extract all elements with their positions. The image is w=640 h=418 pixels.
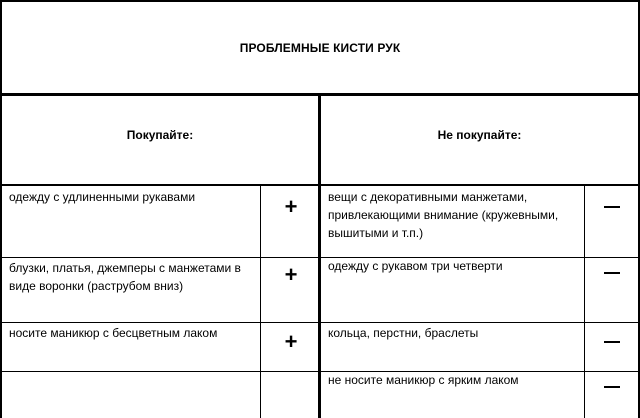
row-2-dont-buy-text: одежду с рукавом три четверти: [328, 259, 503, 273]
buy-column-header: Покупайте:: [126, 128, 194, 142]
row-4-dont-buy-text: не носите маникюр с ярким лаком: [328, 373, 519, 387]
table-title-cell: [0, 0, 640, 95]
row-3-plus-mark: +: [284, 329, 298, 354]
row-3-dont-buy-text: кольца, перстни, браслеты: [328, 326, 479, 340]
dont-buy-column-header: Не покупайте:: [437, 128, 522, 142]
buy-mark-column-divider: [260, 186, 261, 418]
row-1-plus-mark: +: [284, 194, 298, 219]
row-1-dont-buy-text: вещи с декоративными манжетами, привлекающими внимание (кружевными, вышитыми и т.п.): [328, 190, 559, 240]
row-3-buy-text: носите маникюр с бесцветным лаком: [9, 326, 218, 340]
table-title: ПРОБЛЕМНЫЕ КИСТИ РУК: [239, 40, 401, 55]
row-1-buy-text: одежду с удлиненными рукавами: [9, 190, 196, 204]
row-2-minus-mark: [604, 272, 620, 274]
row-1-minus-mark: [604, 206, 620, 208]
dont-buy-mark-column-divider: [584, 186, 585, 418]
header-divider: [0, 184, 640, 186]
row-divider-2: [0, 322, 640, 323]
row-2-buy-text: блузки, платья, джемперы с манжетами в виде воронки (раструбом вниз): [9, 261, 241, 293]
row-2-plus-mark: +: [284, 262, 298, 287]
row-4-minus-mark: [604, 386, 620, 388]
row-3-minus-mark: [604, 341, 620, 343]
